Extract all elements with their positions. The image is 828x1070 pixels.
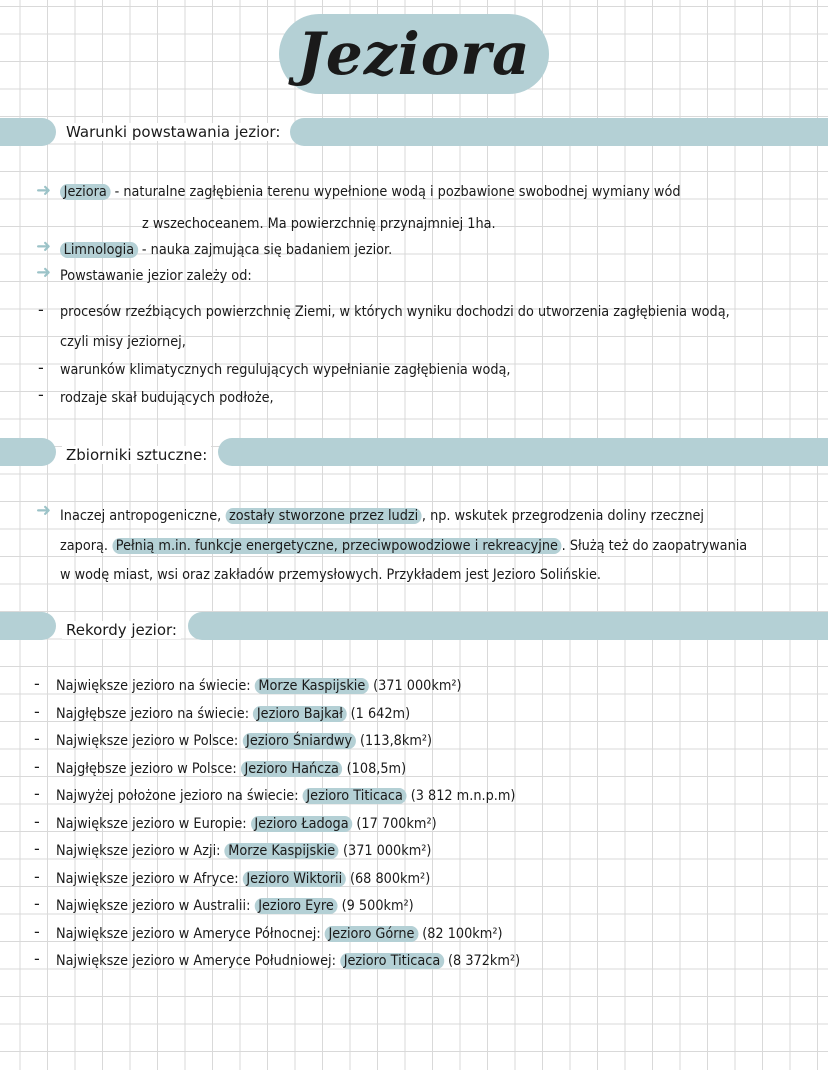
record-item bbox=[56, 733, 432, 749]
arrow-icon: ➜ bbox=[36, 180, 52, 201]
record-value: (108,5m) bbox=[346, 760, 407, 777]
record-item bbox=[56, 706, 410, 722]
record-item bbox=[56, 788, 515, 804]
record-item bbox=[56, 898, 414, 914]
record-value: (113,8km²) bbox=[359, 733, 433, 749]
record-item bbox=[56, 871, 430, 887]
paragraph-line: w wodę miast, wsi oraz zakładów przemysłowych. Przykładem jest Jezioro Solińskie. bbox=[60, 567, 601, 583]
dash-bullet: - bbox=[34, 921, 40, 941]
section-heading: Rekordy jezior: bbox=[62, 621, 181, 639]
page-title bbox=[0, 14, 828, 94]
section-heading: Warunki powstawania jezior: bbox=[62, 123, 284, 141]
record-item bbox=[56, 761, 406, 777]
record-value: (9 500km²) bbox=[341, 898, 414, 914]
dash-bullet: - bbox=[34, 674, 40, 693]
record-value: (68 800km²) bbox=[349, 870, 431, 887]
record-lake-name: Jezioro Ładoga bbox=[251, 816, 353, 832]
text: , np. wskutek przegrodzenia doliny rzecznej bbox=[421, 508, 705, 524]
record-value: (17 700km²) bbox=[356, 815, 437, 832]
arrow-icon: ➜ bbox=[36, 262, 52, 283]
record-label: Największe jezioro w Afryce: bbox=[56, 870, 239, 887]
header-bar bbox=[290, 118, 828, 146]
dash-bullet: - bbox=[34, 729, 40, 748]
record-value: (82 100km²) bbox=[422, 925, 503, 942]
record-item bbox=[56, 816, 437, 832]
record-label: Największe jezioro w Azji: bbox=[56, 843, 221, 859]
arrow-icon: ➜ bbox=[36, 500, 52, 521]
record-value: (371 000km²) bbox=[373, 678, 462, 694]
header-bar bbox=[218, 438, 828, 466]
dash-bullet: - bbox=[34, 894, 40, 913]
record-item bbox=[56, 843, 431, 859]
dash-bullet: - bbox=[38, 385, 44, 404]
record-label: Największe jezioro w Ameryce Północnej: bbox=[56, 925, 321, 942]
header-bar bbox=[188, 612, 828, 640]
section-header-warunki bbox=[0, 118, 828, 146]
section-header-sztuczne bbox=[0, 438, 828, 466]
term: Jeziora bbox=[60, 184, 110, 200]
record-label: Najgłębsze jezioro w Polsce: bbox=[56, 760, 237, 777]
header-marker bbox=[0, 612, 56, 640]
record-label: Największe jezioro w Ameryce Południowej: bbox=[56, 953, 336, 969]
text: . Służą też do zaopatrywania bbox=[561, 538, 748, 554]
record-label: Największe jezioro na świecie: bbox=[56, 678, 251, 694]
record-lake-name: Jezioro Hańcza bbox=[241, 761, 343, 777]
title-text: Jeziora bbox=[279, 14, 548, 94]
record-lake-name: Jezioro Górne bbox=[325, 926, 418, 942]
term: Limnologia bbox=[60, 242, 138, 258]
dash-bullet: - bbox=[34, 784, 40, 803]
paragraph-line bbox=[60, 538, 747, 554]
definition-cont: z wszechoceanem. Ma powierzchnię przynajmniej 1ha. bbox=[142, 216, 496, 232]
dash-bullet: - bbox=[38, 300, 44, 319]
record-label: Największe jezioro w Europie: bbox=[56, 815, 247, 832]
text: Inaczej antropogeniczne, bbox=[60, 508, 222, 524]
record-lake-name: Jezioro Titicaca bbox=[303, 788, 407, 804]
highlight: Pełnią m.in. funkcje energetyczne, przeciwpowodziowe i rekreacyjne bbox=[112, 538, 562, 554]
header-marker bbox=[0, 438, 56, 466]
text: zaporą. bbox=[60, 538, 108, 554]
dash-bullet: - bbox=[34, 811, 40, 831]
dash-bullet: - bbox=[34, 839, 40, 858]
record-value: (3 812 m.n.p.m) bbox=[410, 788, 516, 804]
record-lake-name: Jezioro Eyre bbox=[255, 898, 338, 914]
powstawanie-text: Powstawanie jezior zależy od: bbox=[60, 268, 252, 284]
dash-bullet: - bbox=[34, 949, 40, 968]
record-lake-name: Jezioro Titicaca bbox=[340, 953, 444, 969]
section-heading: Zbiorniki sztuczne: bbox=[62, 446, 211, 464]
paragraph-line bbox=[60, 508, 704, 524]
record-label: Najgłębsze jezioro na świecie: bbox=[56, 705, 250, 722]
record-lake-name: Morze Kaspijskie bbox=[225, 843, 339, 859]
arrow-icon: ➜ bbox=[36, 236, 52, 257]
record-lake-name: Morze Kaspijskie bbox=[255, 678, 369, 694]
factor-item-cont: czyli misy jeziornej, bbox=[60, 334, 186, 350]
definition-limnologia bbox=[60, 242, 392, 258]
dash-bullet: - bbox=[34, 701, 40, 721]
record-value: (371 000km²) bbox=[342, 843, 432, 859]
record-value: (8 372km²) bbox=[448, 953, 521, 969]
factor-item: procesów rzeźbiących powierzchnię Ziemi, w których wyniku dochodzi do utworzenia zagłębienia wodą, bbox=[60, 304, 730, 320]
record-lake-name: Jezioro Bajkał bbox=[253, 706, 346, 722]
header-marker bbox=[0, 118, 56, 146]
dash-bullet: - bbox=[34, 756, 40, 776]
factor-item: rodzaje skał budujących podłoże, bbox=[60, 390, 274, 406]
section-header-rekordy bbox=[0, 612, 828, 640]
highlight: zostały stworzone przez ludzi bbox=[225, 508, 422, 524]
dash-bullet: - bbox=[34, 866, 40, 886]
definition: - naturalne zagłębienia terenu wypełnione wodą i pozbawione swobodnej wymiany wód bbox=[114, 184, 681, 200]
record-item bbox=[56, 678, 462, 694]
factor-item: warunków klimatycznych regulujących wypełnianie zagłębienia wodą, bbox=[60, 362, 511, 378]
record-item bbox=[56, 953, 520, 969]
record-label: Największe jezioro w Polsce: bbox=[56, 733, 239, 749]
record-value: (1 642m) bbox=[350, 705, 411, 722]
record-lake-name: Jezioro Wiktorii bbox=[243, 871, 346, 887]
definition: - nauka zajmująca się badaniem jezior. bbox=[141, 242, 393, 258]
record-item bbox=[56, 926, 503, 942]
record-lake-name: Jezioro Śniardwy bbox=[242, 733, 356, 749]
dash-bullet: - bbox=[38, 358, 44, 377]
record-label: Najwyżej położone jezioro na świecie: bbox=[56, 788, 299, 804]
record-label: Największe jezioro w Australii: bbox=[56, 898, 251, 914]
definition-jeziora bbox=[60, 184, 681, 200]
